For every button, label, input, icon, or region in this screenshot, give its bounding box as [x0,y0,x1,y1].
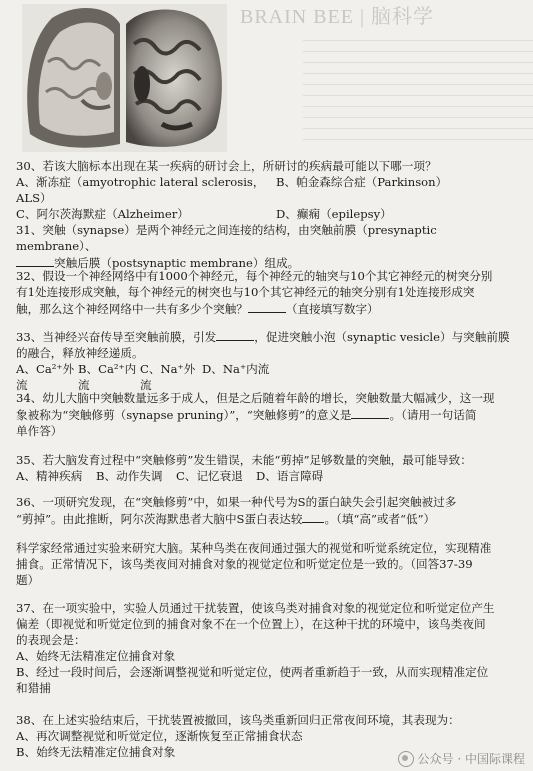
question-35-stem: 35、若大脑发育过程中“突触修剪”发生错误，未能“剪掉”足够数量的突触，最可能导致： [16,453,472,467]
question-36-line1: 36、一项研究发现，在“突触修剪”中，如果一种代号为S的蛋白缺失会引起突触被过多 [16,495,457,509]
question-38-option-b: B、始终无法精准定位捕食对象 [16,745,176,759]
question-34-line2-post: 。（请用一句话简 [389,408,477,422]
question-30-option-d: D、癫痫（epilepsy） [276,207,392,221]
question-37 [16,600,516,696]
question-37-line1: 37、在一项实验中，实验人员通过干扰装置，使该鸟类对捕食对象的视觉定位和听觉定位产生 [16,601,495,615]
question-32-hint: （直接填写数字） [285,302,379,316]
question-30-stem: 30、若该大脑标本出现在某一疾病的研讨会上，所研讨的疾病最可能以下哪一项？ [16,159,437,173]
question-38-option-a: A、再次调整视觉和听觉定位，逐渐恢复至正常捕食状态 [16,729,303,743]
question-37-option-a: A、始终无法精准定位捕食对象 [16,649,176,663]
question-34-line2-pre: 象被称为“突触修剪（synapse pruning）”，“突触修剪”的意义是 [16,408,352,422]
question-37-option-b-line2: 和猎捕 [16,681,51,695]
question-32-line2: 有1处连接形成突触，每个神经元的树突也与10个其它神经元的轴突分别有1处连接形成突 [16,285,475,299]
question-35-option-b: B、动作失调 [96,469,163,483]
question-32 [16,268,516,317]
question-34-line1: 34、幼儿大脑中突触数量远多于成人，但是之后随着年龄的增长，突触数量大幅减少，这一现 [16,391,495,405]
question-33-line1-pre: 33、当神经兴奋传导至突触前膜，引发 [16,330,217,344]
question-35 [16,452,516,484]
answer-blank[interactable] [216,328,254,341]
question-33-option-c: C、Na⁺外流 [140,362,196,392]
question-36-line2-post: 。（填“高”或者“低”） [324,512,436,526]
question-35-option-c: C、记忆衰退 [176,469,243,483]
answer-blank[interactable] [302,510,324,523]
question-30 [16,158,516,222]
watermark-text: 公众号 · 中国际课程 [417,752,525,766]
question-37-option-b-line1: B、经过一段时间后，会逐渐调整视觉和听觉定位，使两者重新趋于一致，从而实现精准定位 [16,665,489,679]
question-34 [16,390,516,439]
question-32-line1: 32、假设一个神经网络中有1000个神经元，每个神经元的轴突与10个其它神经元的树突分别 [16,269,493,283]
question-31 [16,222,516,271]
question-37-line2: 偏差（即视觉和听觉定位到的捕食对象不在一个位置上），在这种干扰的环境中，该鸟类夜间 [16,617,486,631]
answer-blank[interactable] [351,406,389,419]
brain-specimen-image [22,4,227,152]
watermark [398,750,525,767]
question-31-line2: 突触后膜（postsynaptic membrane）组成。 [54,256,300,270]
question-33-option-a: A、Ca²⁺外流 [16,362,75,392]
question-33-option-b: B、Ca²⁺内流 [78,362,137,392]
wechat-account-icon [398,751,414,767]
question-33 [16,328,516,393]
question-37-line3: 的表现会是： [16,633,86,647]
question-33-option-d: D、Na⁺内流 [202,362,270,376]
answer-blank[interactable] [16,254,54,267]
question-31-line1: 31、突触（synapse）是两个神经元之间连接的结构，由突触前膜（presynaptic membrane）、 [16,223,437,253]
intro-line1: 科学家经常通过实验来研究大脑。某种鸟类在夜间通过强大的视觉和听觉系统定位，实现精准 [16,541,492,555]
bleed-through-title: BRAIN BEE | 脑科学 [240,6,435,28]
question-33-line1-post: ，促进突触小泡（synaptic vesicle）与突触前膜 [254,330,510,344]
question-30-option-c: C、阿尔茨海默症（Alzheimer） [16,207,189,221]
question-35-option-a: A、精神疾病 [16,469,83,483]
question-36 [16,494,516,527]
question-38-stem: 38、在上述实验结束后，干扰装置被撤回，该鸟类重新回归正常夜间环境，其表现为： [16,713,460,727]
experiment-intro [16,540,516,588]
question-30-option-a: A、渐冻症（amyotrophic lateral sclerosis，ALS） [16,175,265,205]
intro-line3: 题） [16,573,40,587]
question-34-line3: 单作答） [16,424,63,438]
question-32-line3: 触，那么这个神经网络中一共有多少个突触？ [16,302,248,316]
answer-blank[interactable] [248,300,286,313]
intro-line2: 捕食。正常情况下，该鸟类夜间对捕食对象的视觉定位和听觉定位是一致的。（回答37-39 [16,557,473,571]
question-33-line2: 的融合，释放神经递质。 [16,346,144,360]
question-30-option-b: B、帕金森综合症（Parkinson） [276,175,448,189]
question-36-line2-pre: “剪掉”。由此推断，阿尔茨海默患者大脑中S蛋白表达较 [16,512,303,526]
question-35-option-d: D、语言障碍 [256,469,324,483]
